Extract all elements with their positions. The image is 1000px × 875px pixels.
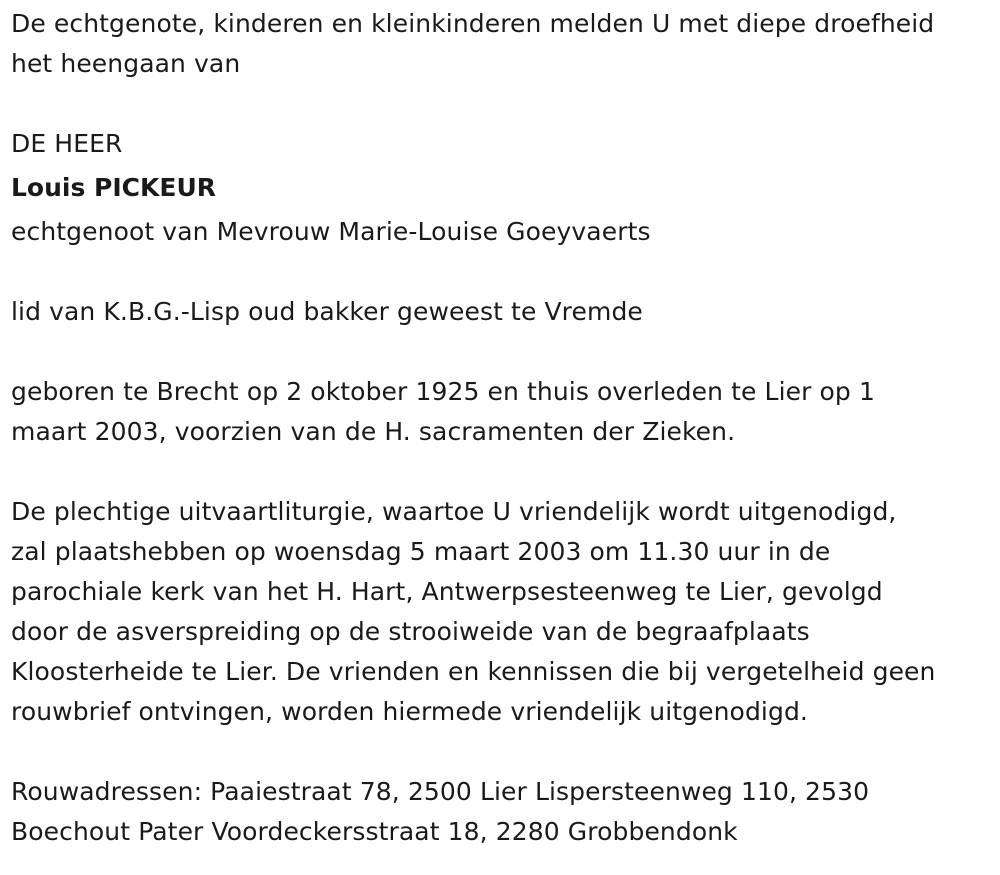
intro-paragraph <box>11 4 996 84</box>
funeral-line: De plechtige uitvaartliturgie, waartoe U vriendelijk wordt uitgenodigd, <box>11 497 897 526</box>
funeral-line: rouwbrief ontvingen, worden hiermede vriendelijk uitgenodigd. <box>11 697 808 726</box>
deceased-name: Louis PICKEUR <box>11 173 217 202</box>
funeral-line: zal plaatshebben op woensdag 5 maart 2003 om 11.30 uur in de <box>11 537 831 566</box>
address-paragraph <box>11 772 996 852</box>
birth-death-line: maart 2003, voorzien van de H. sacramenten der Zieken. <box>11 417 736 446</box>
funeral-paragraph <box>11 492 996 732</box>
funeral-line: parochiale kerk van het H. Hart, Antwerpsesteenweg te Lier, gevolgd <box>11 577 883 606</box>
birth-death-paragraph <box>11 372 996 452</box>
membership-line: lid van K.B.G.-Lisp oud bakker geweest te Vremde <box>11 297 643 326</box>
intro-line: het heengaan van <box>11 49 241 78</box>
funeral-line: door de asverspreiding op de strooiweide van de begraafplaats <box>11 617 810 646</box>
funeral-line: Kloosterheide te Lier. De vrienden en kennissen die bij vergetelheid geen <box>11 657 936 686</box>
honorific: DE HEER <box>11 129 123 158</box>
birth-death-line: geboren te Brecht op 2 oktober 1925 en thuis overleden te Lier op 1 <box>11 377 875 406</box>
address-line: Rouwadressen: Paaiestraat 78, 2500 Lier Lispersteenweg 110, 2530 <box>11 777 870 806</box>
address-line: Boechout Pater Voordeckersstraat 18, 2280 Grobbendonk <box>11 817 738 846</box>
intro-line: De echtgenote, kinderen en kleinkinderen melden U met diepe droefheid <box>11 9 935 38</box>
death-notice <box>11 4 996 852</box>
spouse-line: echtgenoot van Mevrouw Marie-Louise Goeyvaerts <box>11 217 651 246</box>
